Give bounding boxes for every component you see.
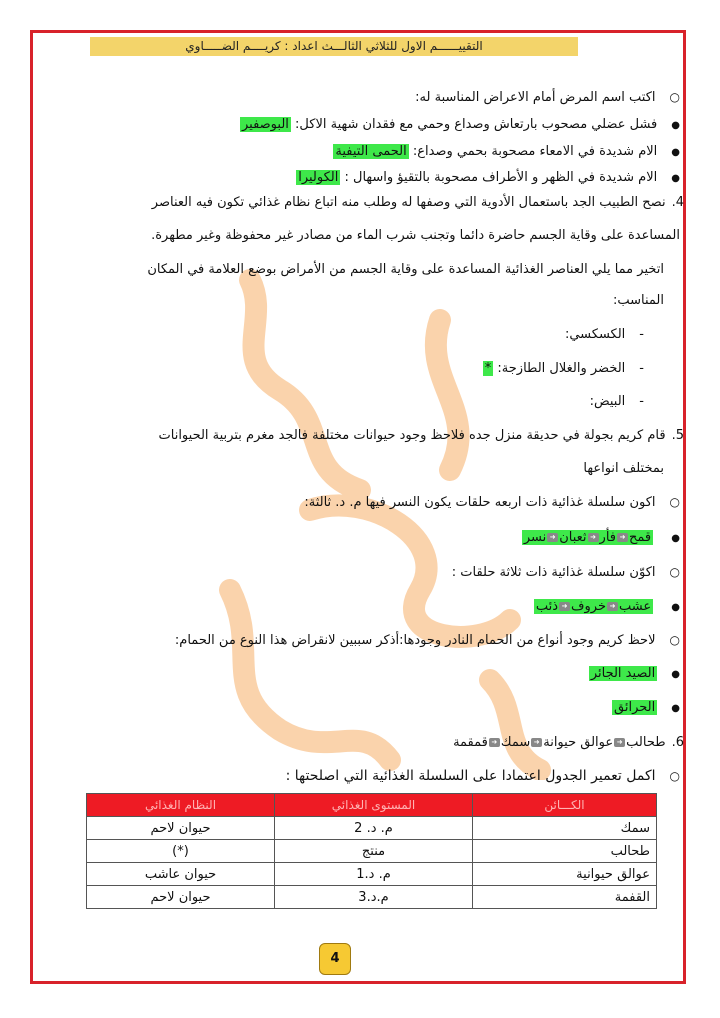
table-cell: سمك <box>473 817 657 840</box>
q4-line-4: المناسب: <box>612 293 664 308</box>
dot-bullet-icon: ● <box>671 120 680 131</box>
q4-option-1: -الكسكسي: <box>564 327 644 342</box>
q5-reason-1 <box>589 666 680 681</box>
table-cell: القفمة <box>473 886 657 909</box>
table-cell: (*) <box>87 840 275 863</box>
table-cell: طحالب <box>473 840 657 863</box>
table-cell: حيوان لاحم <box>87 886 275 909</box>
q5-pigeon-question: ○لاحظ كريم وجود أنواع من الحمام النادر وجودها:أذكر سببين لانقراض هذا النوع من الحمام: <box>174 633 680 648</box>
table-cell: عوالق حيوانية <box>473 863 657 886</box>
dot-bullet-icon: ● <box>671 602 680 613</box>
q5-chain4-question: ○اكون سلسلة غذائية ذات اربعه حلقات يكون النسر فيها م. د. ثالثة: <box>304 495 680 510</box>
table-cell: م. د.1 <box>275 863 473 886</box>
table-row <box>87 840 657 863</box>
arrow-icon: ➜ <box>607 602 618 611</box>
q5-chain3-question: ○اكوّن سلسلة غذائية ذات ثلاثة حلقات : <box>451 565 680 580</box>
q4-line-2: المساعدة على وقاية الجسم حاضرة دائما وتجنب شرب الماء من مصادر غير محفوظة وغير مطهرة. <box>151 228 680 243</box>
circle-bullet-icon: ○ <box>669 495 680 509</box>
dot-bullet-icon: ● <box>671 669 680 680</box>
question-number: 4. <box>671 195 684 210</box>
dot-bullet-icon: ● <box>671 703 680 714</box>
answer-mark: * <box>484 361 492 376</box>
arrow-icon: ➜ <box>489 738 500 747</box>
answer-highlight: الصيد الجائر <box>590 666 656 681</box>
question-number: 6. <box>671 735 684 750</box>
page-number: 4 <box>319 943 351 975</box>
q3-item-2: ●الام شديدة في الامعاء مصحوبة بحمي وصداع: الحمى التيفية <box>335 144 680 159</box>
arrow-icon: ➜ <box>614 738 625 747</box>
q4-line-1: 4.نصح الطبيب الجد باستعمال الأدوية التي وصفها له وطلب منه اتباع نظام غذائي تكون فيه العناصر <box>151 195 684 210</box>
table-cell: م.د.3 <box>275 886 473 909</box>
answer-highlight: الحمى التيفية <box>335 144 407 159</box>
circle-bullet-icon: ○ <box>669 565 680 579</box>
table-header: المستوى الغذائي <box>275 794 473 817</box>
q5-line-2: بمختلف انواعها <box>583 461 664 476</box>
food-chain-4: قمح➜فأر➜ثعبان➜نسر <box>523 530 652 545</box>
q4-option-3: -البيض: <box>589 394 644 409</box>
table-cell: منتج <box>275 840 473 863</box>
table-row <box>87 886 657 909</box>
table-row <box>87 863 657 886</box>
q3-item-1: ●فشل عضلي مصحوب بارتعاش وصداع وحمي مع فقدان شهية الاكل: البوصفير <box>241 117 680 132</box>
arrow-icon: ➜ <box>547 533 558 542</box>
table-header: الكـــائن <box>473 794 657 817</box>
answer-highlight: الكوليرا <box>298 170 339 185</box>
q5-reason-2 <box>612 700 680 715</box>
table-header-row <box>87 794 657 817</box>
dot-bullet-icon: ● <box>671 147 680 158</box>
dot-bullet-icon: ● <box>671 173 680 184</box>
circle-bullet-icon: ○ <box>669 769 680 783</box>
table-row <box>87 817 657 840</box>
q4-line-3: اتخير مما يلي العناصر الغذائية المساعدة على وقاية الجسم من الأمراض بوضع العلامة في المكان <box>147 262 664 277</box>
table-cell: م. د. 2 <box>275 817 473 840</box>
q5-chain4-answer <box>522 530 680 545</box>
answer-highlight: الحرائق <box>614 700 656 715</box>
arrow-icon: ➜ <box>588 533 599 542</box>
table-cell: حيوان لاحم <box>87 817 275 840</box>
arrow-icon: ➜ <box>559 602 570 611</box>
q4-option-2: -الخضر والغلال الطازجة: * <box>484 361 644 376</box>
q6-table-question: ○اكمل تعمير الجدول اعتمادا على السلسلة الغذائية التي اصلحتها : <box>285 768 680 784</box>
answer-highlight: البوصفير <box>241 117 289 132</box>
q5-chain3-answer <box>534 599 680 614</box>
q6-chain: 6.طحالب➜عوالق حيوانة➜سمك➜قمقمة <box>453 735 684 750</box>
table-header: النظام الغذائي <box>87 794 275 817</box>
table-cell: حيوان عاشب <box>87 863 275 886</box>
circle-bullet-icon: ○ <box>669 90 680 104</box>
food-chain-3: عشب➜خروف➜ذئب <box>535 599 652 614</box>
q5-line-1: 5.قام كريم بجولة في حديقة منزل جده فلاحظ وجود حيوانات مختلفة فالجد مغرم بتربية الحيوانات <box>158 428 684 443</box>
page-header: التقييــــــم الاول للثلاثي الثالـــث اعداد : كريــــم الضـــــاوي <box>90 37 578 56</box>
dot-bullet-icon: ● <box>671 533 680 544</box>
question-number: 5. <box>671 428 684 443</box>
arrow-icon: ➜ <box>531 738 542 747</box>
circle-bullet-icon: ○ <box>669 633 680 647</box>
food-chain-table <box>86 793 657 909</box>
arrow-icon: ➜ <box>617 533 628 542</box>
q3-intro: ○اكتب اسم المرض أمام الاعراض المناسبة له: <box>415 90 680 105</box>
q3-item-3: ●الام شديدة في الظهر و الأطراف مصحوبة بالتقيؤ واسهال : الكوليرا <box>298 170 680 185</box>
